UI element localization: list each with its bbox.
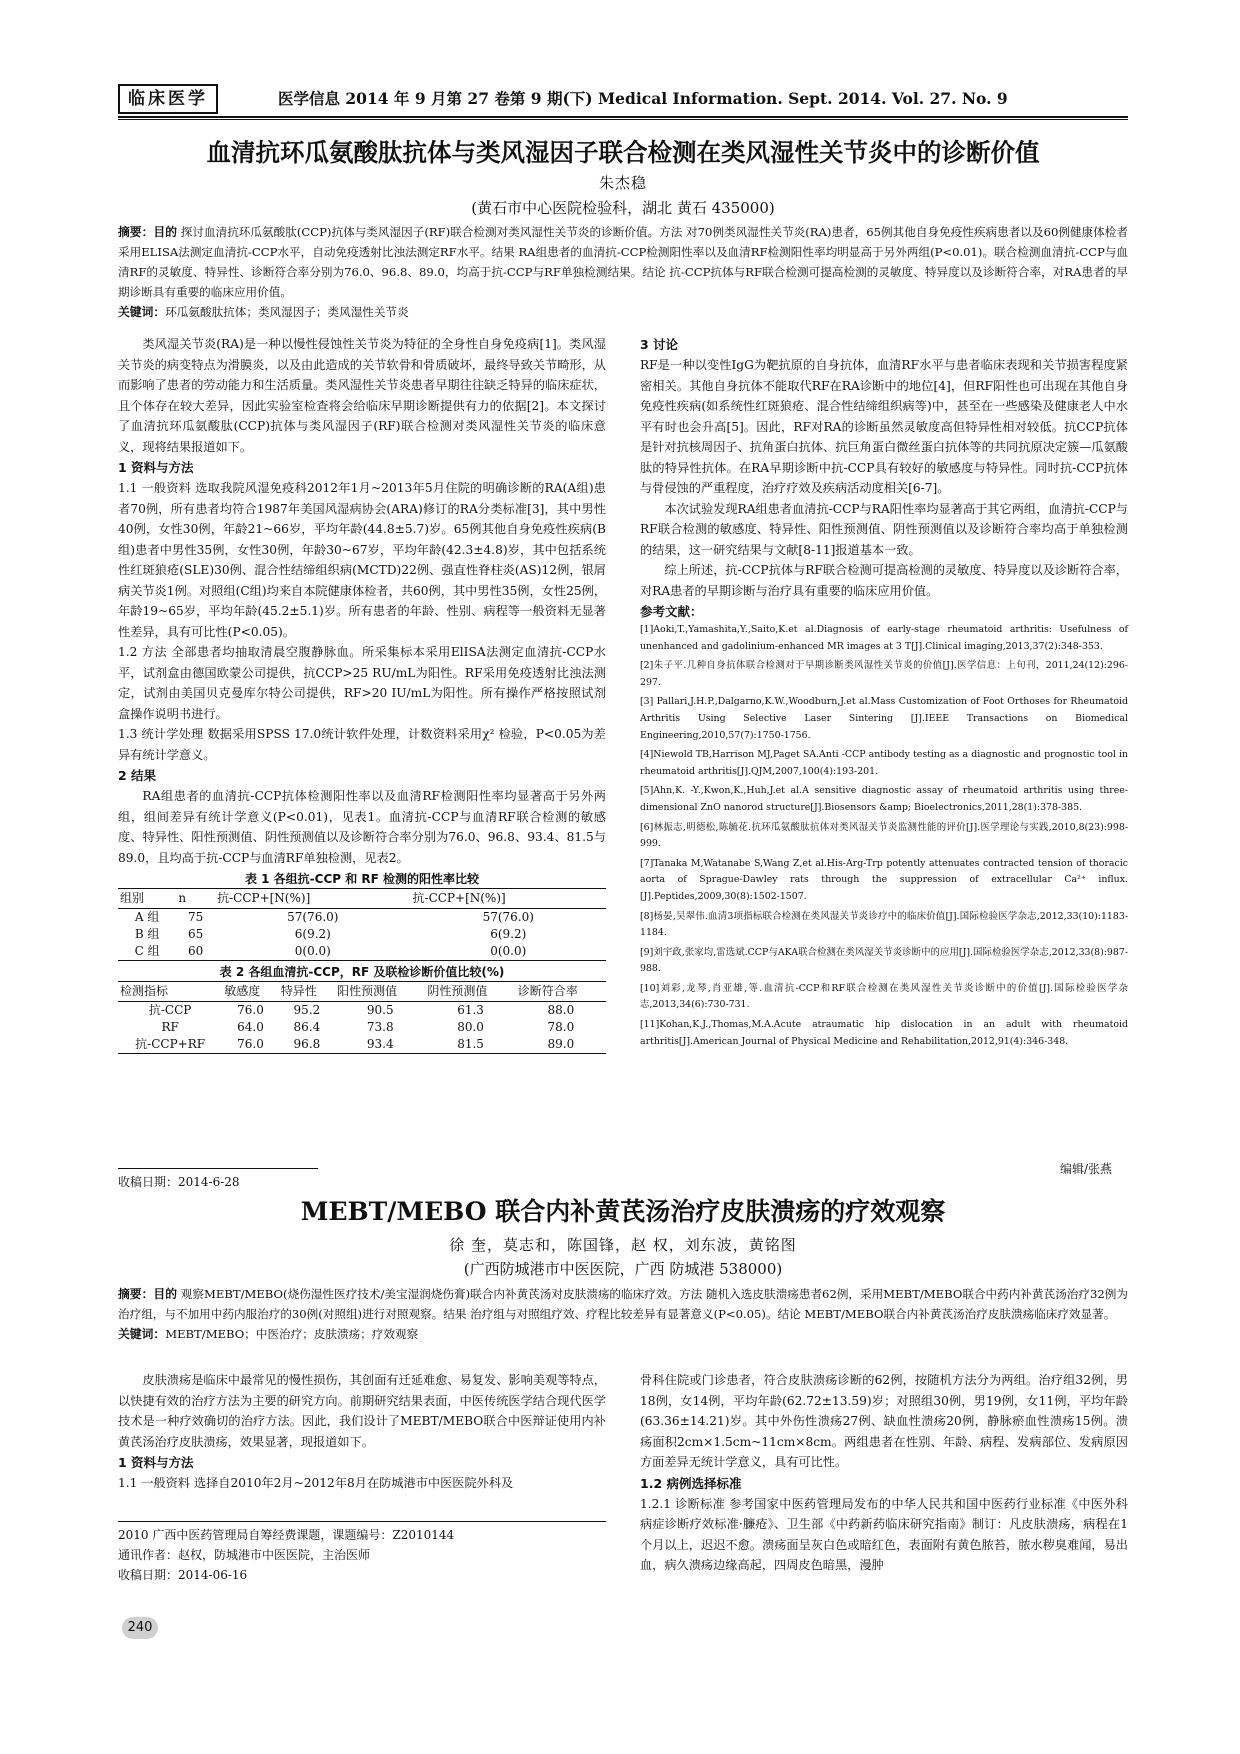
table1-header-cell: n (176, 889, 215, 909)
table-cell: 90.5 (366, 1003, 394, 1017)
table-cell: 61.3 (457, 1003, 484, 1017)
table2-header-cell: 阴性预测值 (425, 982, 515, 1002)
article2-affiliation: (广西防城港市中医医院，广西 防城港 538000) (463, 1260, 783, 1278)
section-heading-methods: 1 资料与方法 (118, 1455, 194, 1470)
general-data-paragraph: 1.1 一般资料 选择自2010年2月~2012年8月在防城港市中医医院外科及 (118, 1476, 514, 1490)
received-rule (118, 1168, 318, 1169)
article1-abstract (118, 222, 1128, 322)
page-number: 240 (122, 1617, 158, 1639)
general-data-paragraph: 1.1 一般资料 选取我院风湿免疫科2012年1月~2013年5月住院的明确诊断的RA(A组)患者70例，所有患者均符合1987年美国风湿病协会(ARA)修订的RA分类标准[3]，其中男性40例，女性30例，年龄21~66岁，平均年龄(44.8±5.7)岁。65例其他自身免疫性疾病(B组)患者中男性35例，女性30例，年龄30~67岁，平均年龄(42.3±4.8)岁，其中包括系统性红斑狼疮(SLE)30例、混合性结缔组织病(MCTD)22例、强直性脊柱炎(AS)12例，银屑病关节炎1例。对照组(C组)均来自本院健康体检者，共60例，其中男性35例，女性25例，年龄19~65岁，平均年龄(45.2±5.1)岁。所有患者的年龄、性别、病程等一般资料无显著性差异，具有可比性(P<0.05)。 (118, 481, 606, 639)
discussion-paragraph-3: 综上所述，抗-CCP抗体与RF联合检测可提高检测的灵敏度、特异度以及诊断符合率，对RA患者的早期诊断与治疗具有重要的临床应用价值。 (640, 563, 1128, 598)
table2-header-cell: 诊断符合率 (516, 982, 606, 1002)
reference-item: [5]Ahn,K. -Y.,Kwon,K.,Huh,J.et al.A sensitive diagnostic assay of rheumatoid arthritis using three-dimensional ZnO nanorod structure[J].Biosensors &amp; Bioelectronics,2011,28(1):378-385. (640, 785, 1128, 813)
article1-right-column (640, 334, 1128, 1053)
table-cell: 64.0 (237, 1020, 264, 1034)
table-cell: 6(9.2) (490, 927, 527, 941)
table-cell: 抗-CCP+RF (118, 1036, 222, 1054)
table-row (118, 1019, 606, 1036)
section-heading-methods: 1 资料与方法 (118, 460, 194, 475)
methods-paragraph: 1.2 方法 全部患者均抽取清晨空腹静脉血。所采集标本采用ElISA法测定血清抗-CCP水平，试剂盒由德国欧蒙公司提供，抗CCP>25 RU/mL为阳性。RF采用免疫透射比浊法测定，试剂由美国贝克曼库尔特公司提供，RF>20 IU/mL为阳性。所有操作严格按照试剂盒操作说明书进行。 (118, 645, 606, 721)
table-cell: 76.0 (237, 1003, 264, 1017)
abstract-text: 观察MEBT/MEBO(烧伤湿性医疗技术/美宝湿润烧伤膏)联合内补黄芪汤对皮肤溃疡的临床疗效。方法 随机入选皮肤溃疡患者62例，采用MEBT/MEBO联合中药内补黄芪汤治疗32例为治疗组，与不加用中药内服治疗的30例(对照组)进行对照观察。结果 治疗组与对照组疗效、疗程比较差异有显著意义(P<0.05)。结论 MEBT/MEBO联合内补黄芪汤治疗皮肤溃疡临床疗效显著。 (118, 1287, 1128, 1321)
table2-header-cell: 特异性 (279, 982, 335, 1002)
abstract-text: 探讨血清抗环瓜氨酸肽(CCP)抗体与类风湿因子(RF)联合检测对类风湿性关节炎的诊断价值。方法 对70例类风湿性关节炎(RA)患者，65例其他自身免疫性疾病患者以及60例健康体检者采用ELISA法测定血清抗-CCP水平，自动免疫透射比浊法测定RF水平。结果 RA组患者的血清抗-CCP检测阳性率以及血清RF检测阳性率均明显高于另外两组(P<0.01)。联合检测血清抗-CCP与血清RF的灵敏度、特异性、诊断符合率分别为76.0、96.8、89.0，均高于抗-CCP与RF单独检测结果。结论 抗-CCP抗体与RF联合检测可提高检测的灵敏度、特异度以及诊断符合率，对RA患者的早期诊断具有重要的临床应用价值。 (118, 225, 1128, 299)
corresponding-author-note: 通讯作者：赵权，防城港市中医医院，主治医师 (118, 1548, 371, 1562)
keywords-label: 关键词： (118, 305, 166, 319)
references-heading: 参考文献： (640, 604, 703, 619)
table-row (118, 943, 606, 961)
article1-affiliation: (黄石市中心医院检验科，湖北 黄石 435000) (471, 199, 775, 217)
article1-title: 血清抗环瓜氨酸肽抗体与类风湿因子联合检测在类风湿性关节炎中的诊断价值 (206, 138, 1040, 167)
article2-left-column (118, 1370, 606, 1494)
table2 (118, 981, 606, 1054)
table-cell: 0(0.0) (215, 943, 410, 961)
table2-header-cell: 检测指标 (118, 982, 222, 1002)
table-cell: 57(76.0) (287, 910, 339, 924)
article2-right-column (640, 1370, 1128, 1576)
keywords-text: MEBT/MEBO；中医治疗；皮肤溃疡；疗效观察 (165, 1327, 419, 1341)
reference-list (640, 622, 1128, 1050)
table-cell: 81.5 (425, 1036, 515, 1054)
reference-item: [8]杨晏,吴翠伟.血清3项指标联合检测在类风湿关节炎诊疗中的临床价值[J].国际检验医学杂志,2012,33(10):1183-1184. (640, 910, 1128, 939)
section-heading-results: 2 结果 (118, 768, 157, 783)
table-cell: 78.0 (547, 1020, 575, 1034)
table-cell: 95.2 (293, 1003, 321, 1017)
article2-title: MEBT/MEBO 联合内补黄芪汤治疗皮肤溃疡的疗效观察 (300, 1197, 946, 1226)
general-data-continued: 骨科住院或门诊患者，符合皮肤溃疡诊断的62例，按随机方法分为两组。治疗组32例，男18例，女14例，平均年龄(62.72±13.59)岁；对照组30例，男19例，女11例，平均年龄(63.36±14.21)岁。其中外伤性溃疡27例、缺血性溃疡20例，静脉瘀血性溃疡15例。溃疡面积2cm×1.5cm~11cm×8cm。两组患者在性别、年龄、病程、发病部位、发病原因方面差异无统计学意义，具有可比性。 (640, 1373, 1128, 1469)
table-row (118, 1002, 606, 1020)
intro-paragraph: 类风湿关节炎(RA)是一种以慢性侵蚀性关节炎为特征的全身性自身免疫病[1]。类风湿关节炎的病变特点为滑膜炎，以及由此造成的关节软骨和骨质破坏，最终导致关节畸形，从而影响了患者的劳动能力和生活质量。类风湿性关节炎患者早期往往缺乏特异的临床症状，且个体存在较大差异，因此实验室检查将会给临床早期诊断提供有力的依据[2]。本文探讨了血清抗环瓜氨酸肽(CCP)抗体与类风湿因子(RF)联合检测对类风湿性关节炎的临床意义，现将结果报道如下。 (118, 337, 606, 454)
table-cell: 0(0.0) (411, 943, 606, 961)
received-date-note: 收稿日期：2014-06-16 (118, 1568, 248, 1582)
editor-note: 编辑/张燕 (1060, 1162, 1113, 1176)
table-cell: 60 (176, 943, 215, 961)
section-tag: 临床医学 (118, 84, 218, 114)
reference-item: [1]Aoki,T.,Yamashita,Y.,Saito,K.et al.Diagnosis of early-stage rheumatoid arthritis: Usefulness of unenhanced and gadolinium-enhanced MR images at 3 T[J].Clinical imaging,2013,37(2):348-353. (640, 624, 1128, 652)
funding-note: 2010 广西中医药管理局自筹经费课题，课题编号：Z2010144 (118, 1528, 455, 1542)
table-cell: RF (161, 1020, 179, 1034)
table2-header-cell: 阳性预测值 (335, 982, 425, 1002)
section-heading-criteria: 1.2 病例选择标准 (640, 1475, 742, 1491)
table1-header-cell: 抗-CCP+[N(%)] (215, 889, 410, 909)
article2-footnote (118, 1525, 606, 1585)
section-heading-discussion: 3 讨论 (640, 337, 679, 352)
reference-item: [4]Niewold TB,Harrison MJ,Paget SA.Anti -CCP antibody testing as a diagnostic and prognostic tool in rheumatoid arthritis[J].QJM,2007,100(4):193-201. (640, 749, 1128, 777)
table-cell: B 组 (134, 927, 160, 941)
table2-caption: 表 2 各组血清抗-CCP，RF 及联检诊断价值比较(%) (219, 965, 505, 979)
diagnosis-criteria-paragraph: 1.2.1 诊断标准 参考国家中医药管理局发布的中华人民共和国中医药行业标准《中医外科病症诊断疗效标准·臁疮》、卫生部《中药新药临床研究指南》制订：凡皮肤溃疡，病程在1个月以上，迟迟不愈。溃疡面呈灰白色或暗红色，表面附有黄色脓苔，脓水秽臭难闻，易出血，病久溃疡边缘高起，四周皮色暗黑，漫肿 (640, 1496, 1128, 1572)
journal-header (118, 84, 1128, 114)
table-cell: 76.0 (222, 1036, 278, 1054)
table-cell: 75 (188, 910, 204, 924)
table-cell: 86.4 (293, 1020, 321, 1034)
table1-caption: 表 1 各组抗-CCP 和 RF 检测的阳性率比较 (244, 872, 480, 886)
footnote-rule (118, 1521, 606, 1522)
abstract-label: 摘要：目的 (118, 225, 178, 239)
table1-header-cell: 组别 (118, 889, 176, 909)
table-row (118, 909, 606, 927)
table-cell: C 组 (118, 943, 176, 961)
discussion-paragraph-1: RF是一种以变性IgG为靶抗原的自身抗体，血清RF水平与患者临床表现和关节损害程度紧密相关。其他自身抗体不能取代RF在RA诊断中的地位[4]，但RF阳性也可出现在其他自身免疫性疾病(如系统性红斑狼疮、混合性结缔组织病等)中，甚至在一些感染及健康老人中水平有时也会升高[5]。因此，RF对RA的诊断虽然灵敏度高但特异性相对较低。抗CCP抗体是针对抗核周因子、抗角蛋白抗体、抗巨角蛋白微丝蛋白抗体等的共同抗原决定簇—瓜氨酸肽的特异性抗体。在RA早期诊断中抗-CCP具有较好的敏感度与特异性。同时抗-CCP抗体与骨侵蚀的严重程度，治疗疗效及疾病活动度相关[6-7]。 (640, 358, 1128, 495)
table-cell: 89.0 (516, 1036, 606, 1054)
article2-abstract (118, 1284, 1128, 1344)
table-cell: 93.4 (335, 1036, 425, 1054)
discussion-paragraph-2: 本次试验发现RA组患者血清抗-CCP与RA阳性率均显著高于其它两组，血清抗-CCP与RF联合检测的敏感度、特异性、阳性预测值、阴性预测值以及诊断符合率均高于单独检测的结果，这一研究结果与文献[8-11]报道基本一致。 (640, 501, 1128, 557)
article2-authors: 徐 奎，莫志和，陈国锋，赵 权，刘东波，黄铭图 (449, 1236, 797, 1254)
reference-item: [6]林振志,明德松,陈毓花.抗环瓜氨酸肽抗体对类风湿关节炎监测性能的评价[J].医学理论与实践,2010,8(23):998-999. (640, 821, 1128, 850)
table-cell: A 组 (134, 910, 160, 924)
table1-header-cell: 抗-CCP+[N(%)] (411, 889, 606, 909)
table-cell: 6(9.2) (294, 927, 331, 941)
table-row (118, 926, 606, 943)
table2-header-cell: 敏感度 (222, 982, 278, 1002)
table1 (118, 888, 606, 961)
article1-left-column (118, 334, 606, 1054)
results-paragraph: RA组患者的血清抗-CCP抗体检测阳性率以及血清RF检测阳性率均显著高于另外两组，组间差异有统计学意义(P<0.01)，见表1。血清抗-CCP与血清RF联合检测的敏感度、特异性、阳性预测值、阴性预测值以及诊断符合率分别为76.0、96.8、93.4、81.5与89.0，且均高于抗-CCP与血清RF单独检测，见表2。 (118, 789, 606, 865)
table-row (118, 1036, 606, 1054)
abstract-label: 摘要：目的 (118, 1287, 178, 1301)
table-cell: 65 (188, 927, 204, 941)
reference-item: [9]刘宇政,张家均,雷选斌.CCP与AKA联合检测在类风湿关节炎诊断中的应用[J].国际检验医学杂志,2012,33(8):987-988. (640, 946, 1128, 975)
reference-item: [3] Pallari,J.H.P.,Dalgarno,K.W.,Woodburn,J.et al.Mass Customization of Foot Orthoses for Rheumatoid Arthritis Using Selective Laser Sintering [J].IEEE Transactions on Biomedical Engineering,2010,57(7):1750-1756. (640, 696, 1128, 741)
reference-item: [10]刘彩,龙琴,肖亚雄,等.血清抗-CCP和RF联合检测在类风湿性关节炎诊断中的价值[J].国际检验医学杂志,2013,34(6):730-731. (640, 982, 1128, 1011)
article1-received-date: 收稿日期：2014-6-28 (118, 1175, 240, 1189)
table-cell: 88.0 (547, 1003, 575, 1017)
header-rule-thin (118, 119, 1128, 120)
table-cell: 80.0 (457, 1020, 484, 1034)
reference-item: [11]Kohan,K.J.,Thomas,M.A.Acute atraumatic hip dislocation in an adult with rheumatoid arthritis[J].American Journal of Physical Medicine and Rehabilitation,2012,91(4):346-348. (640, 1019, 1128, 1047)
reference-item: [7]Tanaka M,Watanabe S,Wang Z,et al.His-Arg-Trp potently attenuates contracted tension of thoracic aorta of Sprague-Dawley rats through the suppression of extracellular Ca²⁺ influx.[J].Peptides,2009,30(8):1502-1507. (640, 857, 1128, 902)
table-cell: 73.8 (366, 1020, 394, 1034)
table-cell: 抗-CCP (148, 1003, 192, 1017)
keywords-text: 环瓜氨酸肽抗体；类风湿因子；类风湿性关节炎 (165, 305, 409, 319)
keywords-label: 关键词： (118, 1327, 166, 1341)
reference-item: [2]朱子平.几种自身抗体联合检测对于早期诊断类风湿性关节炎的价值[J].医学信息：上旬刊，2011,24(12):296-297. (640, 660, 1128, 688)
statistics-paragraph: 1.3 统计学处理 数据采用SPSS 17.0统计软件处理，计数资料采用χ² 检验，P<0.05为差异有统计学意义。 (118, 727, 606, 762)
intro-paragraph: 皮肤溃疡是临床中最常见的慢性损伤，其创面有迁延难愈、易复发、影响美观等特点，以快捷有效的治疗方法为主要的研究方向。前期研究结果表面，中医传统医学结合现代医学技术是一种疗效确切的治疗方法。因此，我们设计了MEBT/MEBO联合中医辩证使用内补黄芪汤治疗皮肤溃疡，效果显著，现报道如下。 (118, 1373, 606, 1449)
header-rule (118, 116, 1128, 118)
table-cell: 57(76.0) (482, 910, 534, 924)
article1-author: 朱杰稳 (598, 174, 647, 192)
journal-citation-line: 医学信息 2014 年 9 月第 27 卷第 9 期(下) Medical Information. Sept. 2014. Vol. 27. No. 9 (278, 89, 1008, 108)
table-cell: 96.8 (279, 1036, 335, 1054)
